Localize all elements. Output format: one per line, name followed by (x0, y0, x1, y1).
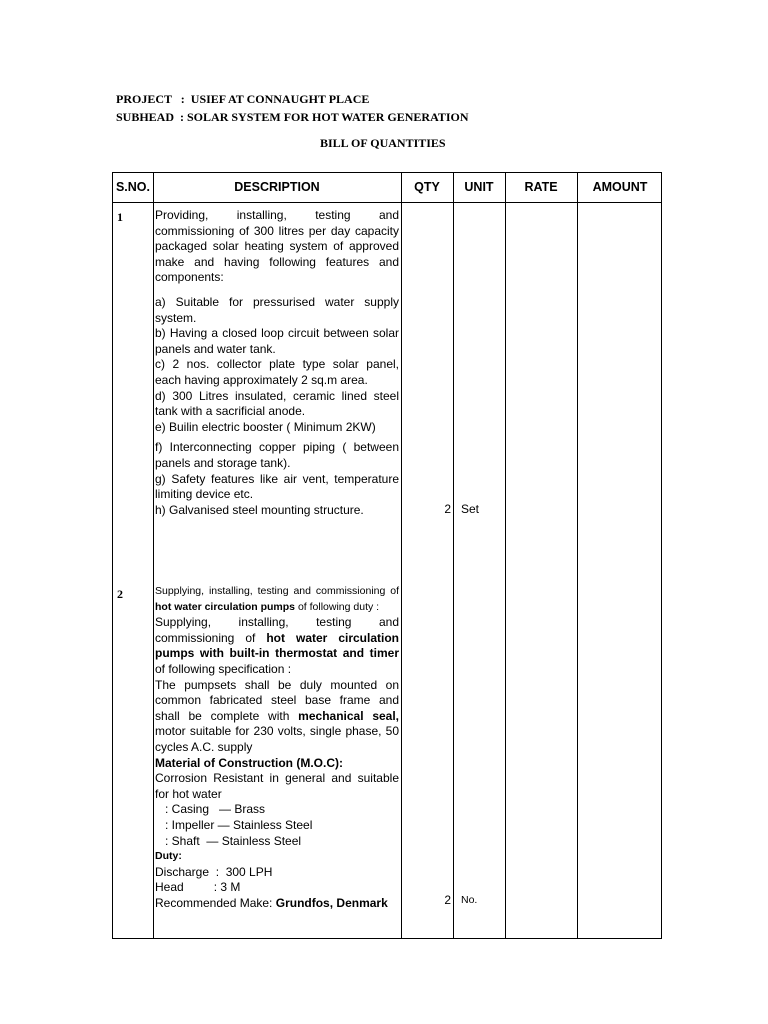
item-1-unit: Set (461, 502, 480, 516)
item-2-discharge: Discharge : 300 LPH (155, 864, 273, 879)
item-2-summary-text: Supplying, installing, testing and commissioning of (155, 585, 399, 597)
item-1-feature: e) Builin electric booster ( Minimum 2KW) (155, 419, 376, 434)
item-1-intro: Providing, installing, testing and commissioning of 300 litres per day capacity packaged solar heating system of approved make and having following features and components: (155, 208, 399, 285)
col-header-sno: S.NO. (115, 180, 151, 194)
item-2-description (155, 584, 399, 911)
column-divider (153, 173, 154, 938)
item-1-feature: a) Suitable for pressurised water supply system. (155, 294, 399, 325)
item-2-make-label: Recommended Make: (155, 895, 273, 910)
item-2-para-1-tail: of following specification : (155, 661, 292, 676)
document-title: BILL OF QUANTITIES (320, 136, 446, 150)
item-1-qty: 2 (444, 502, 451, 516)
item-1-feature: g) Safety features like air vent, temperature limiting device etc. (155, 471, 399, 502)
item-2-head: Head : 3 M (155, 880, 241, 895)
column-divider (577, 173, 578, 938)
boq-table (112, 172, 662, 939)
item-2-para-1-bold: hot water circulation pumps with built-in thermostat and timer (155, 630, 399, 661)
item-1-feature: c) 2 nos. collector plate type solar panel, each having approximately 2 sq.m area. (155, 357, 399, 387)
col-header-rate: RATE (524, 180, 558, 194)
item-2-para-2-text: The pumpsets shall be duly mounted on common fabricated steel base frame and shall be complete with (155, 677, 399, 723)
item-2-impeller: : Impeller — Stainless Steel (165, 817, 313, 832)
item-2-para-1 (155, 615, 399, 677)
item-1-feature: h) Galvanised steel mounting structure. (155, 502, 364, 517)
column-divider (401, 173, 402, 938)
item-1-sno: 1 (117, 210, 123, 224)
col-header-amount: AMOUNT (592, 180, 648, 194)
item-2-shaft: : Shaft — Stainless Steel (165, 833, 302, 848)
subhead-line: SUBHEAD : SOLAR SYSTEM FOR HOT WATER GENERATION (116, 110, 469, 124)
item-1-description (155, 208, 399, 518)
item-2-para-2 (155, 678, 399, 756)
item-2-duty-title: Duty: (155, 850, 182, 863)
item-2-summary-bold: hot water circulation pumps (155, 600, 296, 613)
item-2-make-value: Grundfos, Denmark (275, 895, 388, 910)
col-header-qty: QTY (414, 180, 440, 194)
item-2-summary (155, 584, 399, 615)
column-divider (453, 173, 454, 938)
item-2-sno: 2 (117, 587, 123, 601)
item-2-casing: : Casing — Brass (165, 802, 266, 817)
item-2-make (155, 896, 399, 912)
item-2-qty: 2 (444, 893, 451, 907)
item-2-moc-title: Material of Construction (M.O.C): (155, 755, 343, 770)
item-1-feature: b) Having a closed loop circuit between solar panels and water tank. (155, 326, 399, 356)
item-2-para-2-bold: mechanical seal, (298, 708, 400, 723)
project-line: PROJECT : USIEF AT CONNAUGHT PLACE (116, 92, 370, 106)
item-2-moc-text: Corrosion Resistant in general and suitable for hot water (155, 771, 399, 801)
header-divider (113, 202, 661, 203)
col-header-description: DESCRIPTION (234, 180, 320, 194)
column-divider (505, 173, 506, 938)
item-2-para-2-tail: motor suitable for 230 volts, single phase, 50 cycles A.C. supply (155, 724, 399, 754)
item-1-feature: d) 300 Litres insulated, ceramic lined steel tank with a sacrificial anode. (155, 388, 399, 419)
item-2-summary-tail: of following duty : (297, 600, 380, 613)
col-header-unit: UNIT (464, 180, 494, 194)
item-2-unit: No. (461, 894, 478, 906)
item-1-feature: f) Interconnecting copper piping ( between panels and storage tank). (155, 440, 399, 470)
item-2-para-1-text: Supplying, installing, testing and commissioning of (155, 615, 399, 645)
